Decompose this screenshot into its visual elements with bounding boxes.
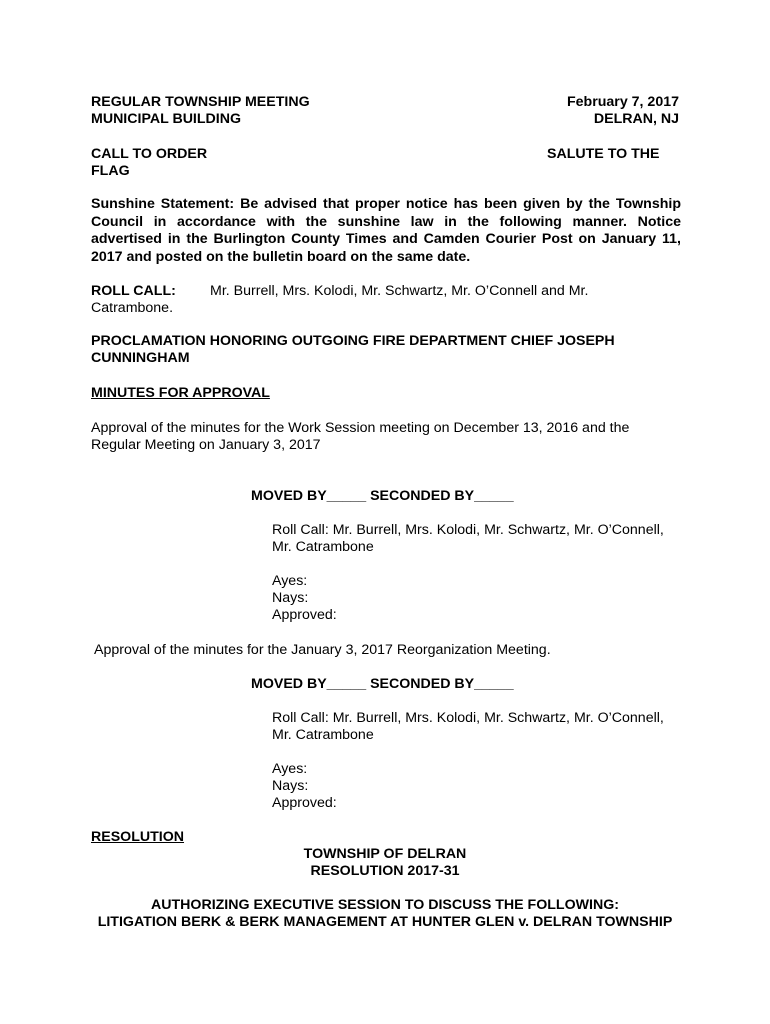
sunshine-line: advertised in the Burlington County Times and Camden Courier Post on January 11, xyxy=(91,231,681,247)
minutes-item-1: Approval of the minutes for the Work Session meeting on December 13, 2016 and the xyxy=(91,420,630,436)
minutes-item-1-wrap: Regular Meeting on January 3, 2017 xyxy=(91,437,321,453)
approved-label: Approved: xyxy=(272,795,337,811)
resolution-number: RESOLUTION 2017-31 xyxy=(310,863,460,879)
vote-roll-call-wrap: Mr. Catrambone xyxy=(272,539,374,555)
vote-roll-call: Roll Call: Mr. Burrell, Mrs. Kolodi, Mr. Schwartz, Mr. O’Connell, xyxy=(272,522,664,538)
sunshine-line: 2017 and posted on the bulletin board on the same date. xyxy=(91,248,471,265)
call-to-order: CALL TO ORDER xyxy=(91,146,208,162)
resolution-heading: RESOLUTION xyxy=(91,829,185,845)
moved-seconded-line: MOVED BY_____ SECONDED BY_____ xyxy=(251,676,514,692)
vote-roll-call-wrap: Mr. Catrambone xyxy=(272,727,374,743)
ayes-label: Ayes: xyxy=(272,573,308,589)
meeting-date: February 7, 2017 xyxy=(567,94,679,110)
minutes-heading: MINUTES FOR APPROVAL xyxy=(91,385,270,401)
vote-roll-call: Roll Call: Mr. Burrell, Mrs. Kolodi, Mr. Schwartz, Mr. O’Connell, xyxy=(272,710,664,726)
meeting-title: REGULAR TOWNSHIP MEETING xyxy=(91,94,310,110)
sunshine-line: Council in accordance with the sunshine law in the following manner. Notice xyxy=(91,213,681,230)
sunshine-line: Sunshine Statement: Be advised that proper notice has been given by the Township xyxy=(91,196,681,212)
proclamation-title: PROCLAMATION HONORING OUTGOING FIRE DEPARTMENT CHIEF JOSEPH xyxy=(91,333,615,349)
nays-label: Nays: xyxy=(272,778,309,794)
roll-call-label: ROLL CALL: xyxy=(91,283,176,299)
meeting-city: DELRAN, NJ xyxy=(593,111,679,127)
meeting-location: MUNICIPAL BUILDING xyxy=(91,111,242,127)
salute-flag-wrap: FLAG xyxy=(91,163,130,179)
proclamation-title-wrap: CUNNINGHAM xyxy=(91,350,190,366)
moved-seconded-line: MOVED BY_____ SECONDED BY_____ xyxy=(251,488,514,504)
roll-call-names: Mr. Burrell, Mrs. Kolodi, Mr. Schwartz, Mr. O’Connell and Mr. xyxy=(210,283,589,299)
sunshine-statement xyxy=(91,196,681,266)
nays-label: Nays: xyxy=(272,590,309,606)
approved-label: Approved: xyxy=(272,607,337,623)
ayes-label: Ayes: xyxy=(272,761,308,777)
resolution-title-wrap: LITIGATION BERK & BERK MANAGEMENT AT HUNTER GLEN v. DELRAN TOWNSHIP xyxy=(97,914,673,930)
minutes-item-2: Approval of the minutes for the January 3, 2017 Reorganization Meeting. xyxy=(94,642,551,658)
roll-call-names-wrap: Catrambone. xyxy=(91,300,174,316)
resolution-title: AUTHORIZING EXECUTIVE SESSION TO DISCUSS THE FOLLOWING: xyxy=(151,897,619,913)
resolution-township: TOWNSHIP OF DELRAN xyxy=(303,846,467,862)
salute-to-the-flag: SALUTE TO THE xyxy=(547,146,660,162)
